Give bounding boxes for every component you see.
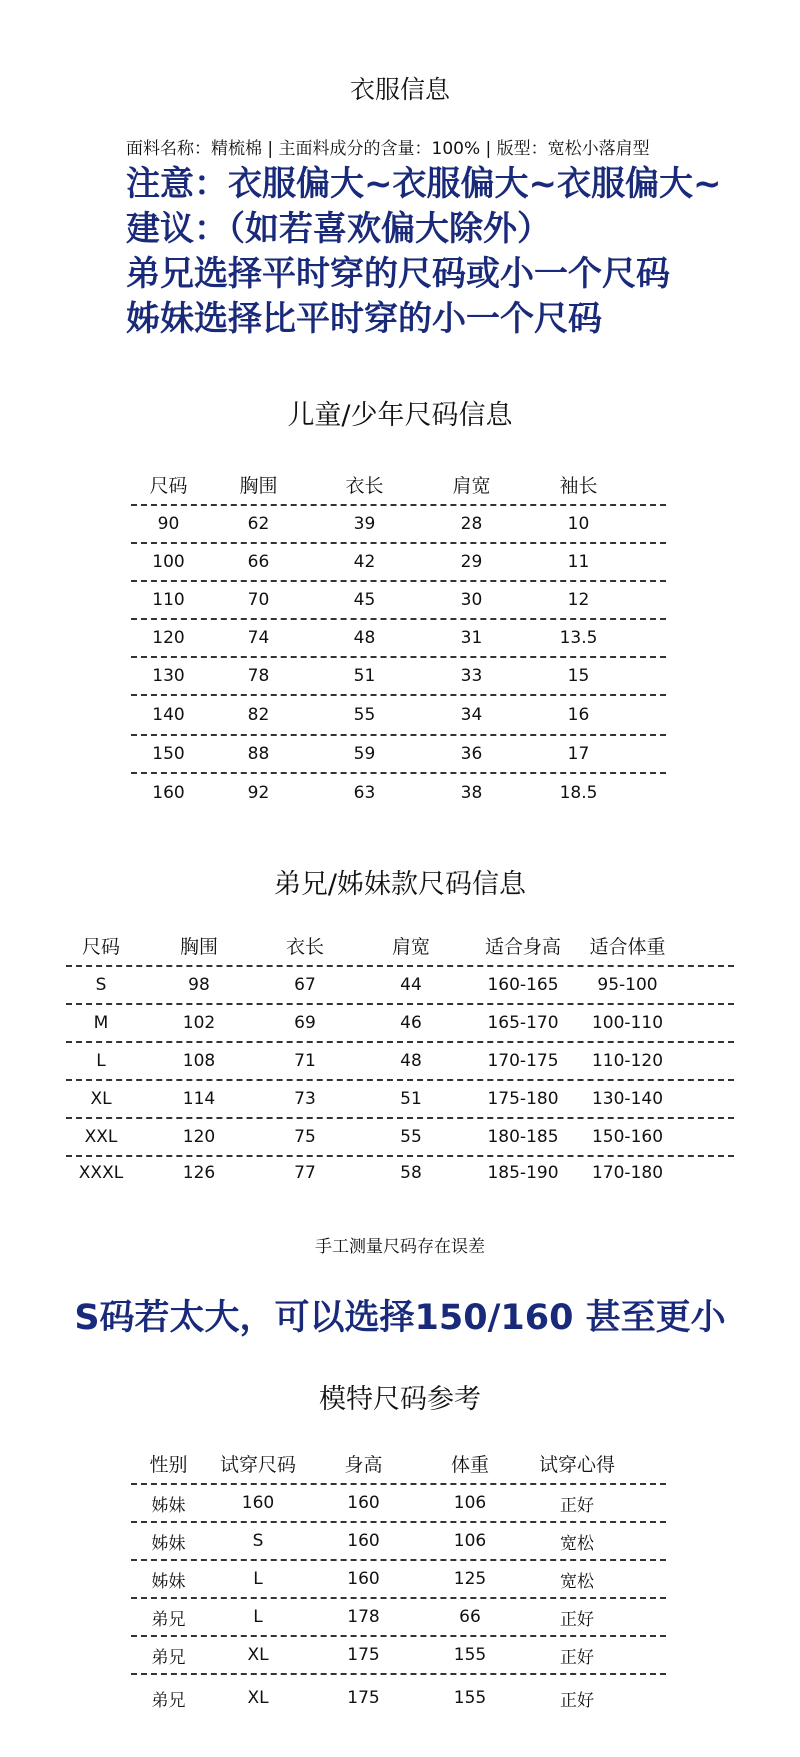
table-cell: 宽松 bbox=[560, 1533, 594, 1554]
fabric-info: 面料名称：精梳棉 | 主面料成分的含量：100% | 版型：宽松小落肩型 bbox=[126, 139, 650, 159]
table-row bbox=[66, 1005, 734, 1041]
table-cell: 48 bbox=[353, 628, 376, 648]
table-row bbox=[131, 620, 666, 656]
table-cell: 120 bbox=[152, 628, 185, 648]
table-cell: 160 bbox=[152, 783, 185, 803]
table-cell: 38 bbox=[460, 783, 483, 803]
table-cell: 82 bbox=[247, 705, 270, 725]
table-header-row bbox=[131, 464, 666, 504]
table-cell: 弟兄 bbox=[151, 1690, 186, 1711]
table-cell: 100 bbox=[152, 552, 185, 572]
table-cell: 155 bbox=[453, 1645, 487, 1665]
table-row bbox=[131, 1561, 666, 1597]
clothing-info-title: 衣服信息 bbox=[349, 75, 450, 104]
notice-line: 姊妹选择比平时穿的小一个尺码 bbox=[126, 299, 602, 339]
table-cell: 36 bbox=[460, 744, 483, 764]
table-cell: 69 bbox=[294, 1013, 316, 1033]
adult-size-title: 弟兄/姊妹款尺码信息 bbox=[273, 869, 527, 900]
table-cell: 姊妹 bbox=[151, 1495, 186, 1516]
column-header: 袖长 bbox=[559, 474, 598, 497]
table-cell: 130 bbox=[152, 666, 185, 686]
table-cell: 45 bbox=[353, 590, 376, 610]
table-cell: 78 bbox=[247, 666, 270, 686]
table-cell: 71 bbox=[294, 1051, 316, 1071]
column-header: 肩宽 bbox=[391, 935, 430, 958]
table-cell: 31 bbox=[460, 628, 483, 648]
table-cell: 67 bbox=[294, 975, 316, 995]
table-cell: 73 bbox=[294, 1089, 316, 1109]
table-cell: 150 bbox=[152, 744, 185, 764]
table-cell: 12 bbox=[567, 590, 590, 610]
table-cell: 18.5 bbox=[559, 783, 598, 803]
table-cell: 77 bbox=[294, 1163, 316, 1183]
column-header: 试穿心得 bbox=[538, 1453, 615, 1476]
table-cell: 42 bbox=[353, 552, 376, 572]
table-cell: 62 bbox=[247, 514, 270, 534]
table-row bbox=[131, 774, 666, 812]
table-row bbox=[66, 1119, 734, 1155]
column-header: 尺码 bbox=[81, 935, 120, 958]
table-cell: 10 bbox=[567, 514, 590, 534]
table-cell: 66 bbox=[247, 552, 270, 572]
table-cell: 11 bbox=[567, 552, 590, 572]
table-cell: 110-120 bbox=[591, 1051, 664, 1071]
table-cell: 98 bbox=[188, 975, 210, 995]
table-cell: 100-110 bbox=[591, 1013, 664, 1033]
table-cell: 175 bbox=[347, 1645, 380, 1665]
table-cell: 170-175 bbox=[487, 1051, 559, 1071]
measurement-note: 手工测量尺码存在误差 bbox=[315, 1237, 485, 1257]
column-header: 试穿尺码 bbox=[219, 1453, 296, 1476]
table-cell: 正好 bbox=[560, 1609, 594, 1630]
table-cell: XXL bbox=[84, 1127, 118, 1147]
table-cell: 130-140 bbox=[591, 1089, 664, 1109]
table-cell: 90 bbox=[157, 514, 180, 534]
model-size-table bbox=[131, 1443, 666, 1721]
table-cell: 110 bbox=[152, 590, 185, 610]
table-cell: 185-190 bbox=[487, 1163, 559, 1183]
table-cell: 46 bbox=[400, 1013, 422, 1033]
table-cell: 106 bbox=[453, 1493, 487, 1513]
table-cell: 34 bbox=[460, 705, 483, 725]
table-cell: 178 bbox=[347, 1607, 380, 1627]
table-cell: 15 bbox=[567, 666, 590, 686]
table-cell: XL bbox=[247, 1645, 269, 1665]
table-cell: 59 bbox=[353, 744, 376, 764]
table-cell: L bbox=[253, 1569, 263, 1589]
table-row bbox=[131, 544, 666, 580]
table-cell: S bbox=[95, 975, 107, 995]
table-cell: 28 bbox=[460, 514, 483, 534]
table-cell: M bbox=[93, 1013, 109, 1033]
table-cell: 51 bbox=[400, 1089, 422, 1109]
table-cell: 弟兄 bbox=[151, 1647, 186, 1668]
column-header: 胸围 bbox=[239, 474, 278, 497]
table-row bbox=[131, 1485, 666, 1521]
table-cell: 16 bbox=[567, 705, 590, 725]
table-cell: 160 bbox=[241, 1493, 275, 1513]
table-cell: 160 bbox=[347, 1531, 380, 1551]
table-cell: 姊妹 bbox=[151, 1571, 186, 1592]
table-cell: 44 bbox=[400, 975, 422, 995]
table-cell: 66 bbox=[459, 1607, 481, 1627]
table-cell: 75 bbox=[294, 1127, 316, 1147]
table-row bbox=[66, 1043, 734, 1079]
column-header: 适合体重 bbox=[589, 935, 666, 958]
table-cell: 88 bbox=[247, 744, 270, 764]
table-cell: 58 bbox=[400, 1163, 422, 1183]
table-row bbox=[131, 506, 666, 542]
table-cell: 正好 bbox=[560, 1647, 594, 1668]
table-row bbox=[131, 582, 666, 618]
table-row bbox=[131, 736, 666, 772]
table-cell: 74 bbox=[247, 628, 270, 648]
table-cell: 155 bbox=[453, 1688, 487, 1708]
size-notice bbox=[126, 162, 721, 342]
column-header: 胸围 bbox=[179, 935, 218, 958]
table-cell: 70 bbox=[247, 590, 270, 610]
kids-size-title: 儿童/少年尺码信息 bbox=[287, 400, 513, 431]
table-header-row bbox=[131, 1443, 666, 1483]
table-row bbox=[131, 1523, 666, 1559]
table-cell: 160 bbox=[347, 1569, 380, 1589]
notice-line: 建议：（如若喜欢偏大除外） bbox=[126, 209, 551, 249]
table-cell: 55 bbox=[353, 705, 376, 725]
kids-size-table bbox=[131, 464, 666, 812]
table-cell: 180-185 bbox=[487, 1127, 559, 1147]
table-cell: S bbox=[252, 1531, 264, 1551]
table-cell: 39 bbox=[353, 514, 376, 534]
table-cell: 姊妹 bbox=[151, 1533, 186, 1554]
table-row bbox=[66, 1157, 734, 1189]
adult-size-table bbox=[66, 925, 734, 1189]
table-cell: 175-180 bbox=[487, 1089, 559, 1109]
table-cell: 正好 bbox=[560, 1690, 594, 1711]
table-header-row bbox=[66, 925, 734, 965]
model-size-title: 模特尺码参考 bbox=[319, 1384, 481, 1415]
table-cell: XL bbox=[247, 1688, 269, 1708]
table-row bbox=[131, 696, 666, 734]
column-header: 适合身高 bbox=[484, 935, 561, 958]
table-row bbox=[131, 1599, 666, 1635]
column-header: 性别 bbox=[149, 1453, 188, 1476]
table-cell: 正好 bbox=[560, 1495, 594, 1516]
table-cell: 55 bbox=[400, 1127, 422, 1147]
table-cell: 95-100 bbox=[597, 975, 658, 995]
table-cell: 63 bbox=[353, 783, 376, 803]
table-cell: 33 bbox=[460, 666, 483, 686]
table-cell: 宽松 bbox=[560, 1571, 594, 1592]
table-row bbox=[131, 1637, 666, 1673]
size-tip: S码若太大，可以选择150/160 甚至更小 bbox=[74, 1298, 726, 1338]
column-header: 衣长 bbox=[285, 935, 324, 958]
table-cell: 48 bbox=[400, 1051, 422, 1071]
notice-line: 弟兄选择平时穿的尺码或小一个尺码 bbox=[126, 254, 670, 294]
table-cell: 17 bbox=[567, 744, 590, 764]
table-cell: 29 bbox=[460, 552, 483, 572]
table-cell: 140 bbox=[152, 705, 185, 725]
column-header: 衣长 bbox=[345, 474, 384, 497]
column-header: 体重 bbox=[450, 1453, 489, 1476]
table-cell: 120 bbox=[182, 1127, 216, 1147]
table-cell: 106 bbox=[453, 1531, 487, 1551]
column-header: 尺码 bbox=[149, 474, 188, 497]
table-row bbox=[131, 658, 666, 694]
table-cell: 150-160 bbox=[591, 1127, 664, 1147]
table-cell: 125 bbox=[453, 1569, 487, 1589]
table-cell: 92 bbox=[247, 783, 270, 803]
table-cell: XXXL bbox=[78, 1163, 124, 1183]
table-row bbox=[131, 1675, 666, 1721]
table-cell: XL bbox=[90, 1089, 112, 1109]
table-cell: 160 bbox=[347, 1493, 380, 1513]
table-cell: 51 bbox=[353, 666, 376, 686]
table-cell: 175 bbox=[347, 1688, 380, 1708]
table-cell: 160-165 bbox=[487, 975, 559, 995]
table-row bbox=[66, 967, 734, 1003]
table-cell: L bbox=[96, 1051, 106, 1071]
table-cell: 170-180 bbox=[591, 1163, 664, 1183]
table-cell: 114 bbox=[182, 1089, 216, 1109]
table-cell: 102 bbox=[182, 1013, 216, 1033]
table-cell: 弟兄 bbox=[151, 1609, 186, 1630]
table-row bbox=[66, 1081, 734, 1117]
column-header: 肩宽 bbox=[452, 474, 491, 497]
column-header: 身高 bbox=[344, 1453, 383, 1476]
table-cell: 30 bbox=[460, 590, 483, 610]
table-cell: 108 bbox=[182, 1051, 216, 1071]
table-cell: 13.5 bbox=[559, 628, 598, 648]
notice-line: 注意：衣服偏大~衣服偏大~衣服偏大~ bbox=[126, 164, 722, 204]
table-cell: 126 bbox=[182, 1163, 216, 1183]
table-cell: 165-170 bbox=[487, 1013, 559, 1033]
table-cell: L bbox=[253, 1607, 263, 1627]
